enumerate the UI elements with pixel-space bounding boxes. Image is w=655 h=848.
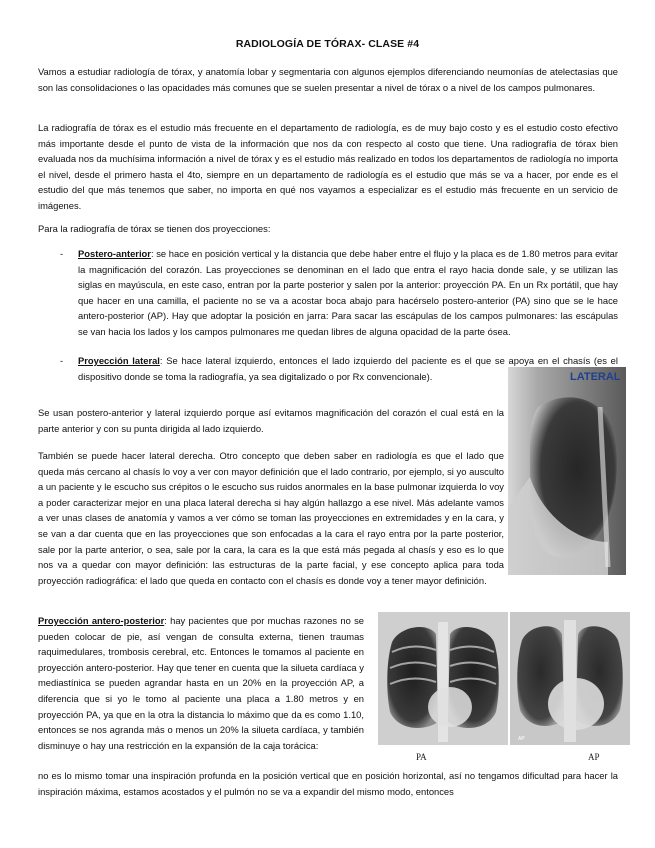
ap-xray-image: [510, 612, 630, 745]
bullet-postero-anterior: [78, 246, 618, 340]
paragraph-ap-continuation: no es lo mismo tomar una inspiración profunda en la posición vertical que en posición horizontal, así no tengamos dificultad para hacer la inspiración máxima, estamos acostados y el pulmón no se va a expandir del mismo modo, entonces: [38, 770, 618, 797]
ap-caption: AP: [588, 752, 600, 762]
pa-xray-image: [378, 612, 508, 745]
lateral-xray-graphic: [508, 367, 626, 575]
ap-xray-graphic: [510, 612, 630, 745]
paragraph-radiografia: La radiografía de tórax es el estudio más frecuente en el departamento de radiología, es de muy bajo costo y es el estudio costo efectivo más importante desde el punto de vista de la información que nos da con respecto al costo que tiene. Una radiografía de tórax bien evaluada nos da muchísima información a nivel de tórax y es el estudio más realizado en todos los departamentos de radiología no importa el nivel, desde el primero hasta el 4to, siempre en un departamento de radiología es el estudio que más se va a hacer, por ende es el estudio del que más tenemos que saber, no importa en qué nos vayamos a especializar es el estudio más frecuente en un servicio de imágenes.: [38, 122, 618, 211]
svg-text:AP: AP: [518, 736, 525, 742]
projections-intro: Para la radiografía de tórax se tienen dos proyecciones:: [38, 223, 271, 234]
bullet-term: Proyección lateral: [78, 355, 160, 366]
bullet-marker: -: [60, 355, 64, 366]
lateral-xray-image: [508, 367, 626, 575]
pa-caption: PA: [416, 752, 427, 762]
paragraph-lateral-derecha: También se puede hacer lateral derecha. Otro concepto que deben saber en radiología es que el lado que queda más cercano al chasís lo voy a ver con mayor definición que el lado contrario, por ejemplo, si yo ausculto a un paciente y le escucho sus crépitos o le escucho sus ruidos anormales en la base pulmonar izquierda lo voy a poder caracterizar mejor en una placa lateral derecha si hay algún hallazgo a ese nivel. Más adelante vamos a ver unas clases de anatomía y vamos a ver cómo se toman las proyecciones en extremidades y en la cara, y se van a dar cuenta que en las proyecciones que son enfocadas a la cara el rayo entra por la parte posterior, sale por la parte anterior, o sea, sale por la cara, la cara es la que está más pegada al chasís y eso es lo que nos va a quedar con mayor definición: las estructuras de la parte facial, y ese concepto aplica para toda proyección radiográfica: el lado que queda en contacto con el chasís es donde voy a tener mayor definición.: [38, 450, 504, 586]
intro-paragraph: Vamos a estudiar radiología de tórax, y anatomía lobar y segmentaria con algunos ejemplos diferenciando neumonías de atelectasias que son las consolidaciones o las opacidades más comunes que se suelen presentar a nivel de tórax o a nivel de los campos pulmonares.: [38, 66, 618, 93]
lateral-label: LATERAL: [570, 371, 621, 383]
bullet-text: : se hace en posición vertical y la distancia que debe haber entre el flujo y la placa es de 1.80 metros para evitar la magnificación del corazón. Las proyecciones se denominan en el lado que entra el rayo hacia donde sale, y se utilizan las siglas en mayúscula, en este caso, entran por la parte posterior y salen por la anterior: proyección PA. En un Rx portátil, que hay que hacer en una camilla, el paciente no se va a acostar boca abajo para hacérselo postero-anterior (PA) sino que se le hace antero-posterior (AP). Hay que adoptar la posición en jarra: Para sacar las escápulas de los campos pulmonares: las escápulas se van hacia los lados y los campos pulmonares me quedan libres de alguna opacidad de la parte ósea.: [78, 248, 618, 337]
ap-term: Proyección antero-posterior: [38, 615, 165, 626]
page-title: RADIOLOGÍA DE TÓRAX- CLASE #4: [235, 38, 420, 50]
bullet-term: Postero-anterior: [78, 248, 151, 259]
bullet-marker: -: [60, 248, 64, 259]
paragraph-postero-lateral: Se usan postero-anterior y lateral izquierdo porque así evitamos magnificación del corazón el cual está en la parte anterior y con su punta dirigida al lado izquierdo.: [38, 407, 504, 434]
bullet-text: : Se hace lateral izquierdo, entonces el lado izquierdo del paciente es el que se apoya en el chasís (es el dispositivo donde se toma la radiografía, ya sea digitalizado o por Rx convencionale).: [78, 355, 618, 382]
ap-text: : hay pacientes que por muchas razones no se pueden colocar de pie, así vengan de consulta externa, tienen traumas raquimedulares, trombosis cerebral, etc. Entonces le tomamos al paciente en proyección antero-posterior. Hay que tener en cuenta que la silueta cardíaca y mediastínica se pueden agrandar hasta en un 20% en la proyección AP, a diferencia que si yo le tomo al paciente una placa a 1.80 metros y en proyección PA, ya que en la otra la distancia lo máximo que da es como 1.10, entonces se nos agranda más o menos un 20% la silueta cardíaca, y también disminuye o hay una restricción en la expansión de la caja torácica:: [38, 615, 364, 751]
pa-xray-graphic: [378, 612, 508, 745]
paragraph-antero-posterior: [38, 613, 364, 753]
